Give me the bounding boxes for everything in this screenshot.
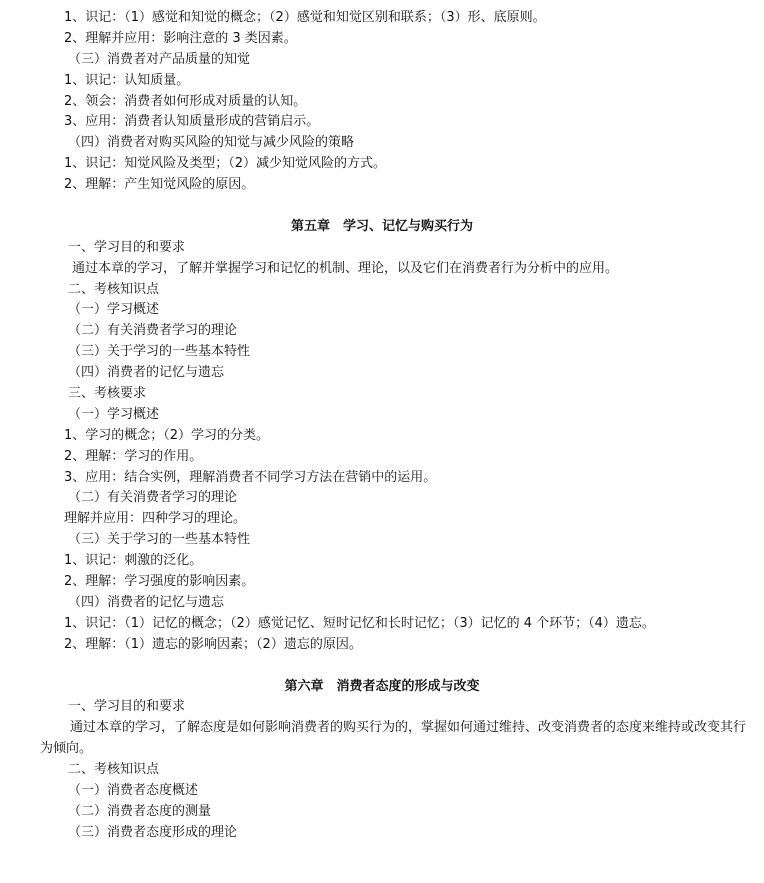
text-line: 3、应用：结合实例，理解消费者不同学习方法在营销中的运用。 bbox=[64, 469, 437, 485]
section-heading: 一、学习目的和要求 bbox=[68, 239, 186, 255]
text-line: 1、识记：（1）记忆的概念；（2）感觉记忆、短时记忆和长时记忆；（3）记忆的 4 个环节；（4）遗忘。 bbox=[64, 615, 655, 631]
text-line: 2、理解：学习的作用。 bbox=[64, 448, 203, 464]
text-line: 2、理解并应用：影响注意的 3 类因素。 bbox=[64, 30, 297, 46]
text-line: 2、理解：学习强度的影响因素。 bbox=[64, 574, 255, 590]
text-line: 1、识记：（1）感觉和知觉的概念；（2）感觉和知觉区别和联系；（3）形、底原则。 bbox=[64, 10, 546, 25]
section-heading: 二、考核知识点 bbox=[68, 281, 160, 297]
text-line: 2、领会：消费者如何形成对质量的认知。 bbox=[64, 93, 307, 109]
text-line: 1、学习的概念；（2）学习的分类。 bbox=[64, 427, 270, 443]
subsection-heading: （二）有关消费者学习的理论 bbox=[68, 490, 238, 506]
subsection-heading: （一）学习概述 bbox=[68, 302, 160, 318]
subsection-heading: （一）学习概述 bbox=[68, 406, 160, 422]
text-line: 2、理解：产生知觉风险的原因。 bbox=[64, 177, 255, 193]
document-page bbox=[0, 8, 764, 844]
subsection-heading: （四）消费者对购买风险的知觉与减少风险的策略 bbox=[68, 135, 355, 151]
chapter-5-title: 第五章 学习、记忆与购买行为 bbox=[290, 218, 473, 234]
section-heading: 三、考核要求 bbox=[68, 386, 147, 402]
subsection-heading: （三）消费者态度形成的理论 bbox=[68, 824, 238, 840]
text-line: 2、理解：（1）遗忘的影响因素；（2）遗忘的原因。 bbox=[64, 636, 362, 652]
subsection-heading: （二）消费者态度的测量 bbox=[68, 803, 212, 819]
text-line: 1、识记：刺激的泛化。 bbox=[64, 553, 203, 569]
text-line: 1、识记：知觉风险及类型；（2）减少知觉风险的方式。 bbox=[64, 156, 387, 172]
paragraph: 通过本章的学习，了解态度是如何影响消费者的购买行为的，掌握如何通过维持、改变消费者的态度来维持或改变其行为倾向。 bbox=[40, 720, 747, 757]
section-heading: 一、学习目的和要求 bbox=[68, 699, 186, 715]
section-heading: 二、考核知识点 bbox=[68, 762, 160, 778]
subsection-heading: （三）关于学习的一些基本特性 bbox=[68, 532, 251, 548]
text-line: 3、应用：消费者认知质量形成的营销启示。 bbox=[64, 114, 320, 130]
subsection-heading: （二）有关消费者学习的理论 bbox=[68, 323, 238, 339]
subsection-heading: （一）消费者态度概述 bbox=[68, 782, 199, 798]
chapter-6-title: 第六章 消费者态度的形成与改变 bbox=[284, 678, 480, 694]
subsection-heading: （四）消费者的记忆与遗忘 bbox=[68, 594, 225, 610]
subsection-heading: （三）关于学习的一些基本特性 bbox=[68, 344, 251, 360]
subsection-heading: （四）消费者的记忆与遗忘 bbox=[68, 365, 225, 381]
text-line: 理解并应用：四种学习的理论。 bbox=[64, 511, 247, 527]
text-line: 1、识记：认知质量。 bbox=[64, 72, 190, 88]
paragraph: 通过本章的学习，了解并掌握学习和记忆的机制、理论，以及它们在消费者行为分析中的应用。 bbox=[72, 260, 619, 276]
subsection-heading: （三）消费者对产品质量的知觉 bbox=[68, 51, 251, 67]
